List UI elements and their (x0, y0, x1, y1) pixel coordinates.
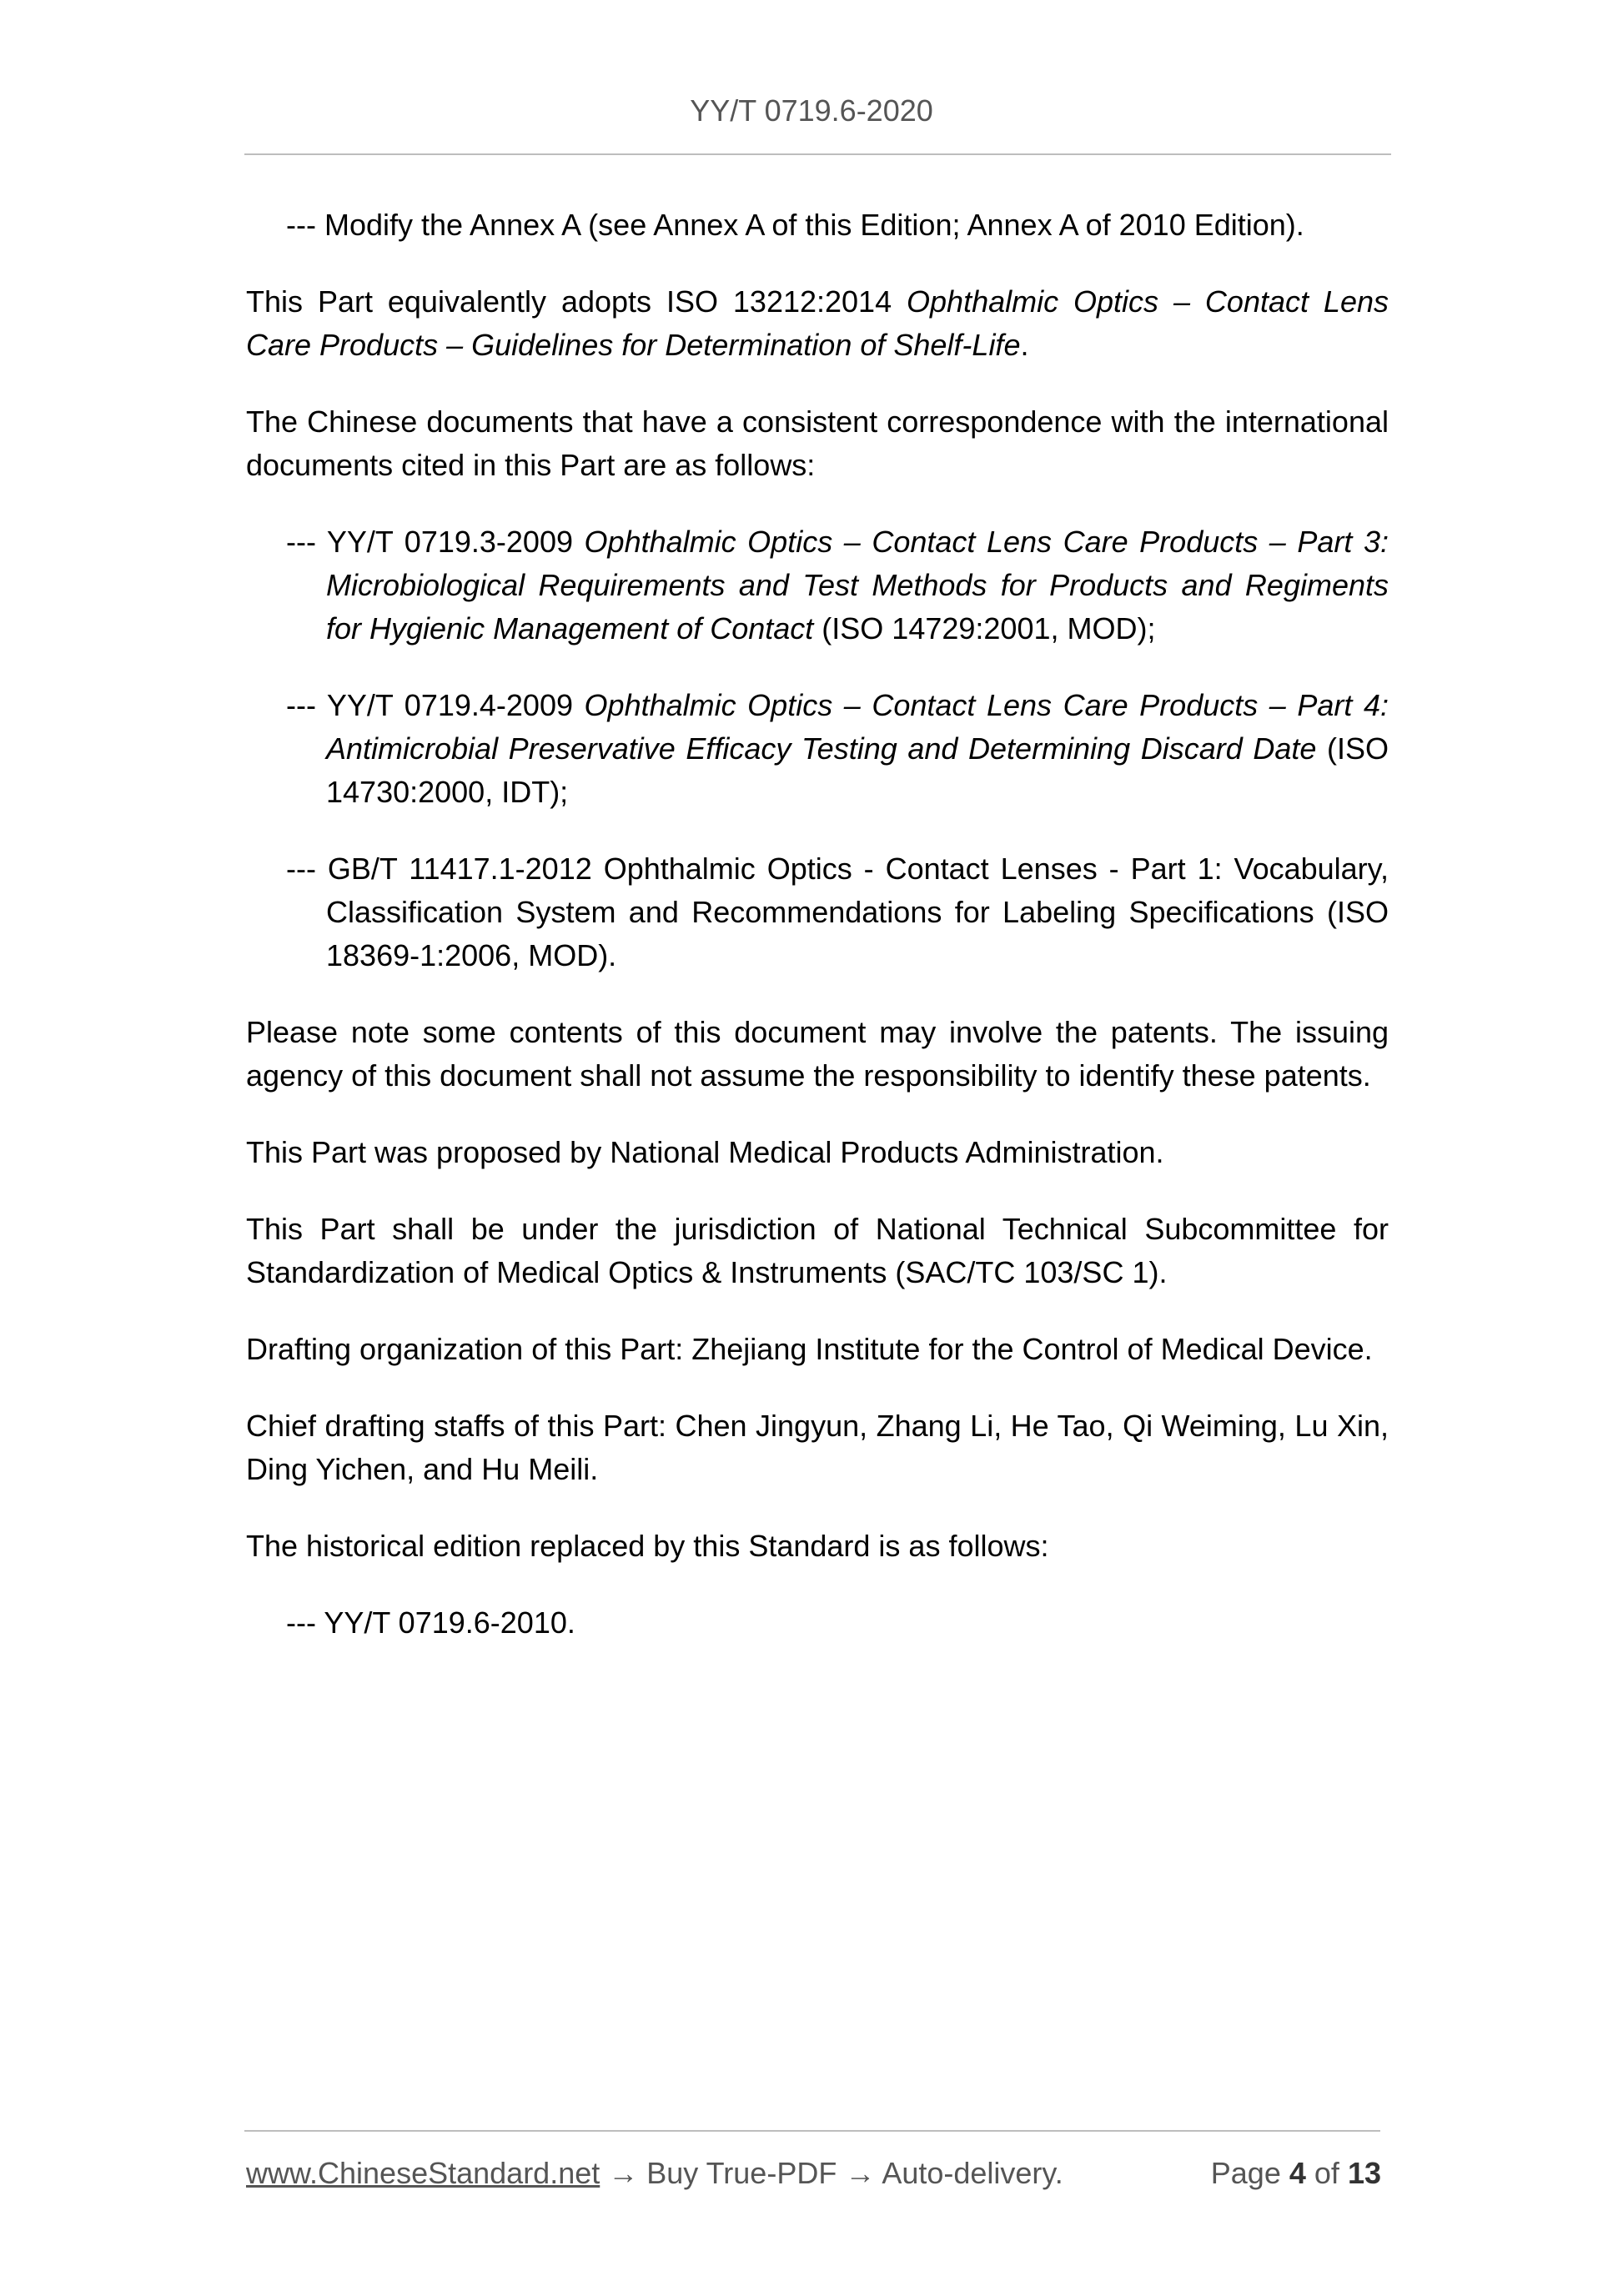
of-label: of (1314, 2156, 1339, 2190)
proposed-paragraph: This Part was proposed by National Medical Products Administration. (246, 1135, 1164, 1169)
header-divider (244, 153, 1391, 155)
chinese-docs-paragraph: The Chinese documents that have a consistent correspondence with the international documents cited in this Part are as follows: (246, 404, 1389, 482)
page-current: 4 (1289, 2156, 1306, 2190)
page-label: Page (1210, 2156, 1281, 2190)
adoption-paragraph (246, 280, 1389, 367)
adoption-text: This Part equivalently adopts ISO 13212:2014 (246, 284, 907, 319)
website-link[interactable]: www.ChineseStandard.net (246, 2156, 600, 2190)
promo-text: → Buy True-PDF → Auto-delivery. (600, 2156, 1063, 2190)
jurisdiction-paragraph: This Part shall be under the jurisdiction of National Technical Subcommittee for Standardization of Medical Optics & Instruments (SAC/TC 103/SC 1). (246, 1212, 1389, 1289)
reference-item-1 (246, 520, 1389, 651)
historical-paragraph: The historical edition replaced by this Standard is as follows: (246, 1529, 1049, 1563)
historical-item: --- YY/T 0719.6-2010. (286, 1605, 575, 1640)
footer-promo (246, 2156, 1063, 2191)
document-body (246, 203, 1389, 1678)
page-total: 13 (1347, 2156, 1381, 2190)
reference-item-2 (246, 684, 1389, 814)
adoption-title: Ophthalmic Optics – Contact Lens Care Products – Guidelines for Determination of Shelf-Life (246, 284, 1389, 362)
ref2-iso: (ISO 14730:2000, IDT); (326, 731, 1389, 809)
page-indicator (1211, 2156, 1381, 2191)
ref1-title: Ophthalmic Optics – Contact Lens Care Products – Part 3: Microbiological Requirements and Test Methods for Products and Regiments for Hygienic Management of Contact (326, 525, 1389, 646)
ref2-code: --- YY/T 0719.4-2009 (286, 688, 585, 722)
footer-divider (244, 2130, 1380, 2132)
reference-item-3: --- GB/T 11417.1-2012 Ophthalmic Optics - Contact Lenses - Part 1: Vocabulary, Classification System and Recommendations for Labeling Specifications (ISO 18369-1:2006, MOD). (286, 852, 1389, 972)
modify-annex-item: --- Modify the Annex A (see Annex A of this Edition; Annex A of 2010 Edition). (286, 208, 1304, 242)
header-doc-id: YY/T 0719.6-2020 (690, 93, 933, 128)
ref2-title: Ophthalmic Optics – Contact Lens Care Products – Part 4: Antimicrobial Preservative Efficacy Testing and Determining Discard Date (326, 688, 1389, 766)
drafting-staff-paragraph: Chief drafting staffs of this Part: Chen Jingyun, Zhang Li, He Tao, Qi Weiming, Lu Xin, Ding Yichen, and Hu Meili. (246, 1409, 1389, 1486)
drafting-org-paragraph: Drafting organization of this Part: Zhejiang Institute for the Control of Medical Device. (246, 1332, 1373, 1366)
ref1-code: --- YY/T 0719.3-2009 (286, 525, 585, 559)
ref1-iso: (ISO 14729:2001, MOD); (813, 611, 1156, 646)
patents-paragraph: Please note some contents of this document may involve the patents. The issuing agency of this document shall not assume the responsibility to identify these patents. (246, 1015, 1389, 1093)
adoption-end: . (1020, 328, 1029, 362)
